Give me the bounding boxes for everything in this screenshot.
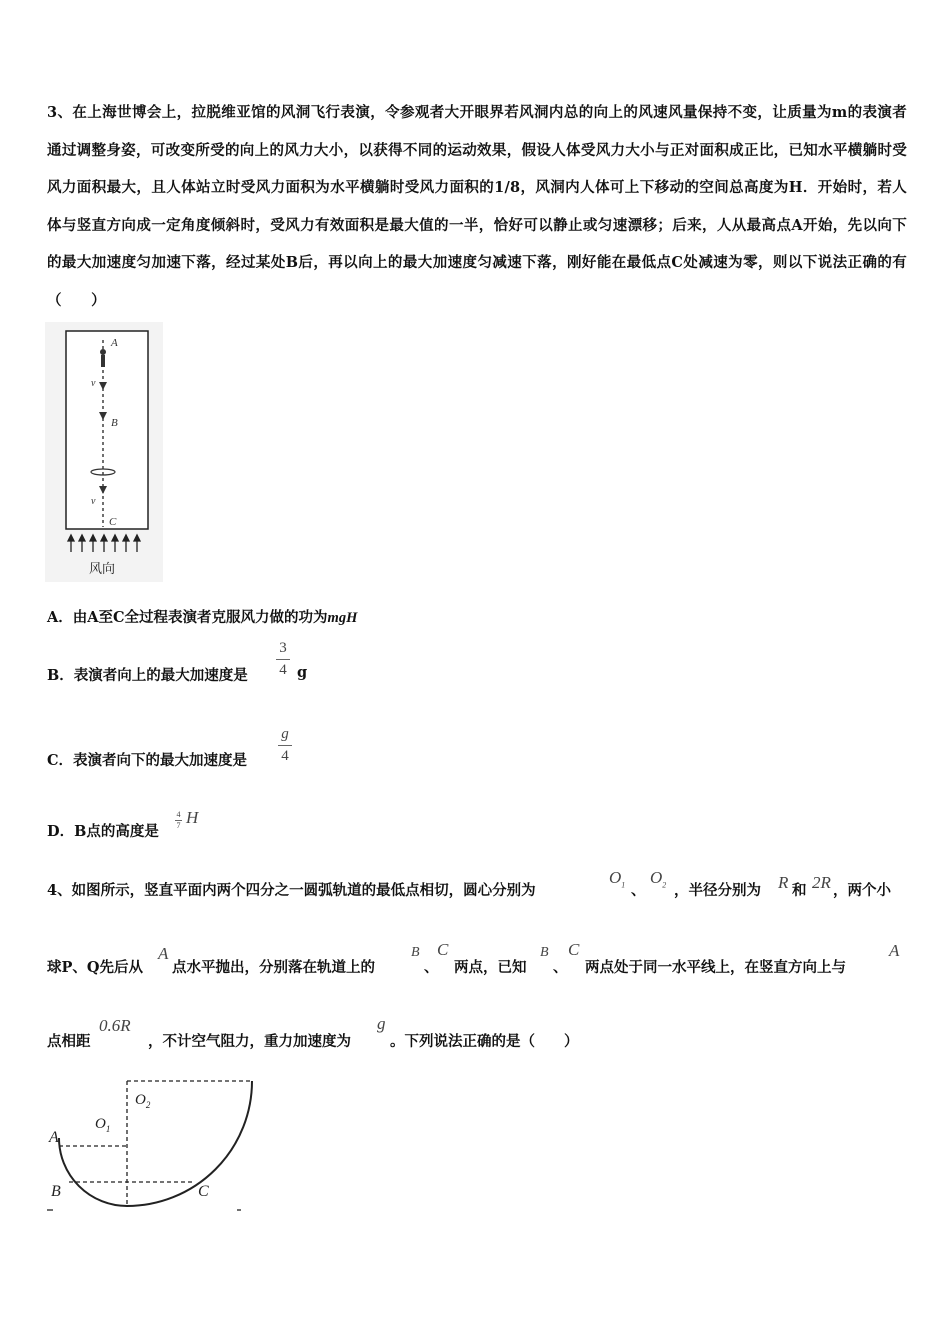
q4-l3-b: ，不计空气阻力，重力加速度为 [148,1033,351,1050]
q4-r1: R [778,873,789,892]
q4-l3-a: 点相距 [47,1033,91,1050]
option-b-fraction: 3 4 [276,641,290,678]
label-v-top: v [91,378,96,389]
q4-line1: 4、如图所示，竖直平面内两个四分之一圆弧轨道的最低点相切，圆心分别为 [47,882,536,899]
q3-stem: 3、在上海世博会上，拉脱维亚馆的风洞飞行表演，令参观者大开眼界若风洞内总的向上的风速风量保持不变，让质量为m的表演者通过调整身姿，可改变所受的向上的风力大小，以获得不同的运动效果，假设人体受风力大小与正对面积成正比，已知水平横躺时受风力面积最大，且人体站立时受风力面积为水平横躺时受风力面积的1/8，风洞内人体可上下移动的空间总高度为H．开始时，若人体与竖直方向成一定角度倾斜时，受风力有效面积是最大值的一半，恰好可以静止或匀速漂移；后来，人从最高点A开始，先以向下的最大加速度匀加速下落，经过某处B后，再以向上的最大加速度匀减速下落，刚好能在最低点C处减速为零，则以下说法正确的有（ ） [47,104,907,309]
q4-pa2: A [889,941,900,960]
option-d: D．B点的高度是 [47,823,159,840]
wind-caption: 风向 [89,562,116,577]
q4-l2-b: 点水平抛出，分别落在轨道上的 [172,959,375,976]
q4-dist: 0.6R [99,1016,131,1035]
option-a: A．由A至C全过程表演者克服风力做的功为mgH [47,609,358,626]
option-c: C．表演者向下的最大加速度是 [47,752,248,769]
label-b: B [51,1183,61,1200]
label-c: C [109,516,117,528]
q4-o1: $O_1$ [609,868,626,890]
q4-sep2: 、 [424,959,439,976]
arc-track-figure [45,1072,265,1214]
option-c-fraction: g 4 [278,727,292,764]
q4-and: 和 [792,882,807,899]
q4-sep1: 、 [631,882,646,899]
option-d-var: H [186,808,199,827]
label-c: C [198,1183,209,1200]
q4-l1-c: ，两个小 [833,882,891,899]
q4-l1-b: ，半径分别为 [674,882,761,899]
q4-r2: 2R [812,873,831,892]
q4-l2-a: 球P、Q先后从 [47,959,144,976]
q4-pb2: B [540,945,549,960]
q4-pa: A [158,944,169,963]
label-o2: $O_2$ [135,1092,151,1110]
option-d-fraction: 4 7 [176,810,181,830]
q4-o2: $O_2$ [650,868,667,890]
option-a-math: mgH [327,610,358,626]
q4-l3-c: 。下列说法正确的是（ ） [390,1033,579,1050]
option-b: B．表演者向上的最大加速度是 [47,667,248,684]
q4-pb: B [411,945,420,960]
label-a: A [111,337,118,349]
q4-g: g [377,1014,386,1033]
wind-tunnel-figure [45,322,163,582]
label-o1: $O_1$ [95,1116,111,1134]
label-v-bottom: v [91,496,96,507]
q4-l2-d: 两点处于同一水平线上，在竖直方向上与 [585,959,846,976]
label-b: B [111,417,118,429]
label-a: A [49,1129,59,1146]
q4-l2-c: 两点，已知 [454,959,527,976]
q4-pc: C [437,940,449,959]
q4-pc2: C [568,940,580,959]
q4-sep3: 、 [553,959,568,976]
option-b-unit: g [297,664,308,681]
